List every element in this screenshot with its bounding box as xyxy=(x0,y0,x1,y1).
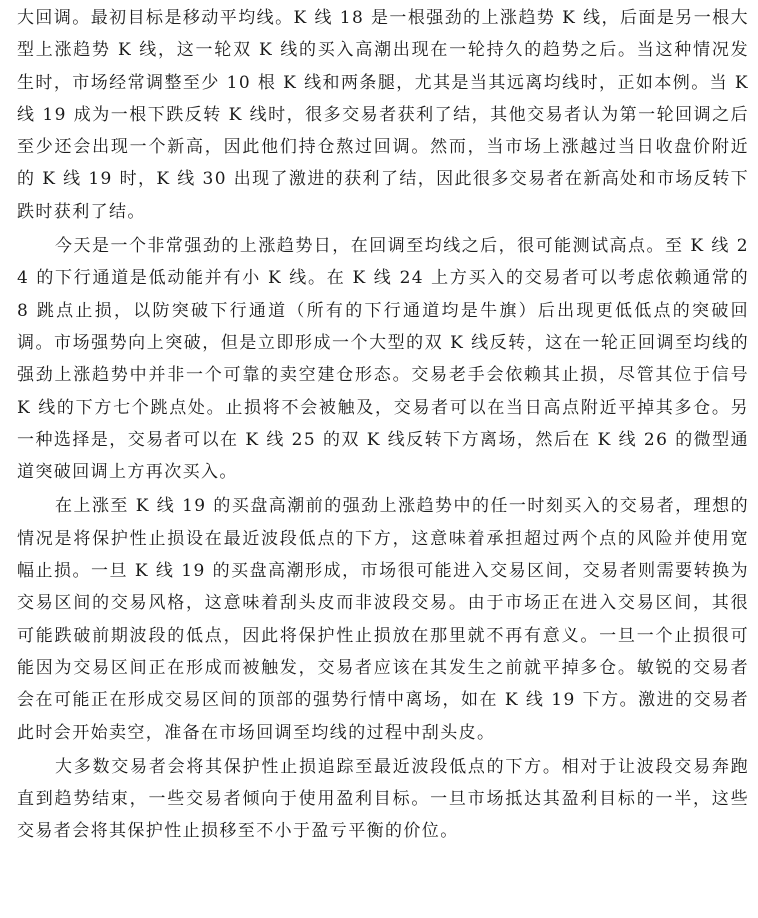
paragraph-trailing-stop: 大多数交易者会将其保护性止损追踪至最近波段低点的下方。相对于让波段交易奔跑直到趋势结束，一些交易者倾向于使用盈利目标。一旦市场抵达其盈利目标的一半，这些交易者会将其保护性止损移至不小于盈亏平衡的价位。 xyxy=(17,756,749,842)
paragraph-buy-climax: 在上涨至 K 线 19 的买盘高潮前的强劲上涨趋势中的任一时刻买入的交易者，理想的情况是将保护性止损设在最近波段低点的下方，这意味着承担超过两个点的风险并使用宽幅止损。一旦 K 线 19 的买盘高潮形成，市场很可能进入交易区间，交易者则需要转换为交易区间的交易风格，这意味着刮头皮而非波段交易。由于市场正在进入交易区间，其很可能跌破前期波段的低点，因此将保护性止损放在那里就不再有意义。一旦一个止损很可能因为交易区间正在形成而被触发，交易者应该在其发生之前就平掉多仓。敏锐的交易者会在可能正在形成交易区间的顶部的强势行情中离场，如在 K 线 19 下方。激进的交易者此时会开始卖空，准备在市场回调至均线的过程中刮头皮。 xyxy=(17,496,749,743)
paragraph-trend-day: 今天是一个非常强劲的上涨趋势日，在回调至均线之后，很可能测试高点。至 K 线 24 的下行通道是低动能并有小 K 线。在 K 线 24 上方买入的交易者可以考虑依赖通常的 8 跳点止损，以防突破下行通道（所有的下行通道均是牛旗）后出现更低低点的突破回调。市场强势向上突破，但是立即形成一个大型的双 K 线反转，这在一轮正回调至均线的强劲上涨趋势中并非一个可靠的卖空建仓形态。交易老手会依赖其止损，尽管其位于信号 K 线的下方七个跳点处。止损将不会被触及，交易者可以在当日高点附近平掉其多仓。另一种选择是，交易者可以在 K 线 25 的双 K 线反转下方离场，然后在 K 线 26 的微型通道突破回调上方再次买入。 xyxy=(17,236,749,483)
paragraph-continuation: 大回调。最初目标是移动平均线。K 线 18 是一根强劲的上涨趋势 K 线，后面是另一根大型上涨趋势 K 线，这一轮双 K 线的买入高潮出现在一轮持久的趋势之后。当这种情况发生时，市场经常调整至少 10 根 K 线和两条腿，尤其是当其远离均线时，正如本例。当 K 线 19 成为一根下跌反转 K 线时，很多交易者获利了结，其他交易者认为第一轮回调之后至少还会出现一个新高，因此他们持仓熬过回调。然而，当市场上涨越过当日收盘价附近的 K 线 19 时，K 线 30 出现了激进的获利了结，因此很多交易者在新高处和市场反转下跌时获利了结。 xyxy=(17,8,749,222)
